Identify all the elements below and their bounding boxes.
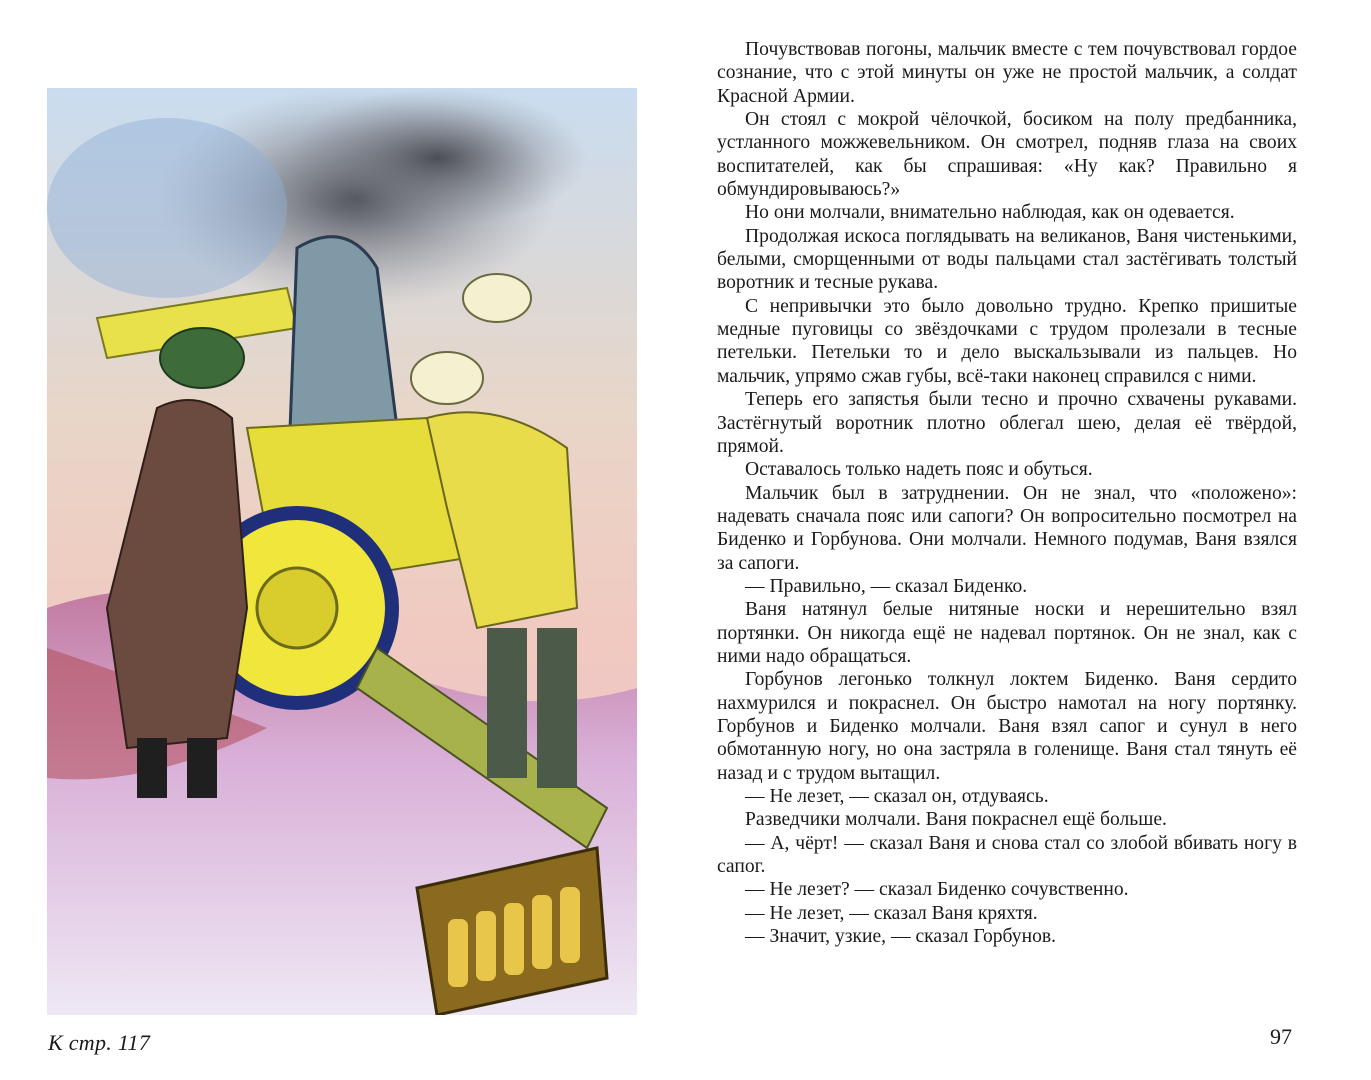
helmet (411, 352, 483, 404)
paragraph: Оставалось только надеть пояс и обуться. (745, 459, 1093, 481)
paragraph: — Не лезет, — сказал Ваня кряхтя. (745, 902, 1038, 924)
paragraph: Он стоял с мокрой чёлочкой, босиком на полу предбанника, устланного можжевельником. Он смотрел, подняв глаза на своих воспитателей, как бы спрашивая: «Ну как? Правильно я обмундировываюсь?» (717, 109, 1297, 201)
book-illustration (47, 88, 637, 1015)
paragraph: — Не лезет, — сказал он, отдуваясь. (745, 786, 1049, 807)
paragraph: Ваня натянул белые нитяные носки и нерешительно взял портянки. Он никогда ещё не надевал портянок. Он не знал, как с ними надо обращаться. (717, 599, 1297, 667)
artillery-crew-painting (47, 88, 637, 1015)
paragraph: Горбунов легонько толкнул локтем Биденко. Ваня сердито нахмурился и покраснел. Он быстро намотал на ногу портянку. Горбунов и Биденко молчали. Ваня взял сапог и сунул в него обмотанную ногу, но она застряла в голенище. Ваня стал тянуть её назад и с трудом вытащил. (717, 669, 1297, 784)
paragraph: Теперь его запястья были тесно и прочно схвачены рукавами. Застёгнутый воротник плотно облегал шею, делая её твёрдой, прямой. (717, 389, 1297, 457)
paragraph: Почувствовав погоны, мальчик вместе с тем почувствовал гордое сознание, что с этой минуты он уже не простой мальчик, а солдат Красной Армии. (717, 39, 1297, 107)
page-number: 97 (1270, 1024, 1292, 1049)
paragraph: — Правильно, — сказал Биденко. (745, 575, 1028, 597)
paragraph: С непривычки это было довольно трудно. Крепко пришитые медные пуговицы со звёздочками с трудом пролезали в тесные петельки. Петельки то и дело выскальзывали из пальцев. Но мальчик, упрямо сжав губы, всё-таки наконец справился с ними. (717, 295, 1297, 387)
paragraph: Разведчики молчали. Ваня покраснел ещё больше. (745, 809, 1167, 831)
paragraph: Но они молчали, внимательно наблюдая, как он одевается. (745, 202, 1235, 224)
paragraph: Продолжая искоса поглядывать на великанов, Ваня чистенькими, белыми, сморщенными от воды пальцами стал застёгивать толстый воротник и тесные рукава. (717, 225, 1297, 294)
paragraph: Мальчик был в затруднении. Он не знал, что «положено»: надевать сначала пояс или сапоги? Он вопросительно посмотрел на Биденко и Горбунова. Они молчали. Немного подумав, Ваня взялся за сапоги. (717, 482, 1297, 574)
illustration-caption: К стр. 117 (48, 1030, 151, 1055)
book-text (717, 38, 1297, 948)
paragraph: — А, чёрт! — сказал Ваня и снова стал со злобой вбивать ногу в сапог. (717, 832, 1297, 878)
paragraph: — Не лезет? — сказал Биденко сочувственно. (745, 879, 1129, 901)
paragraph: — Значит, узкие, — сказал Горбунов. (745, 926, 1057, 948)
soldier-helmet (160, 328, 244, 388)
